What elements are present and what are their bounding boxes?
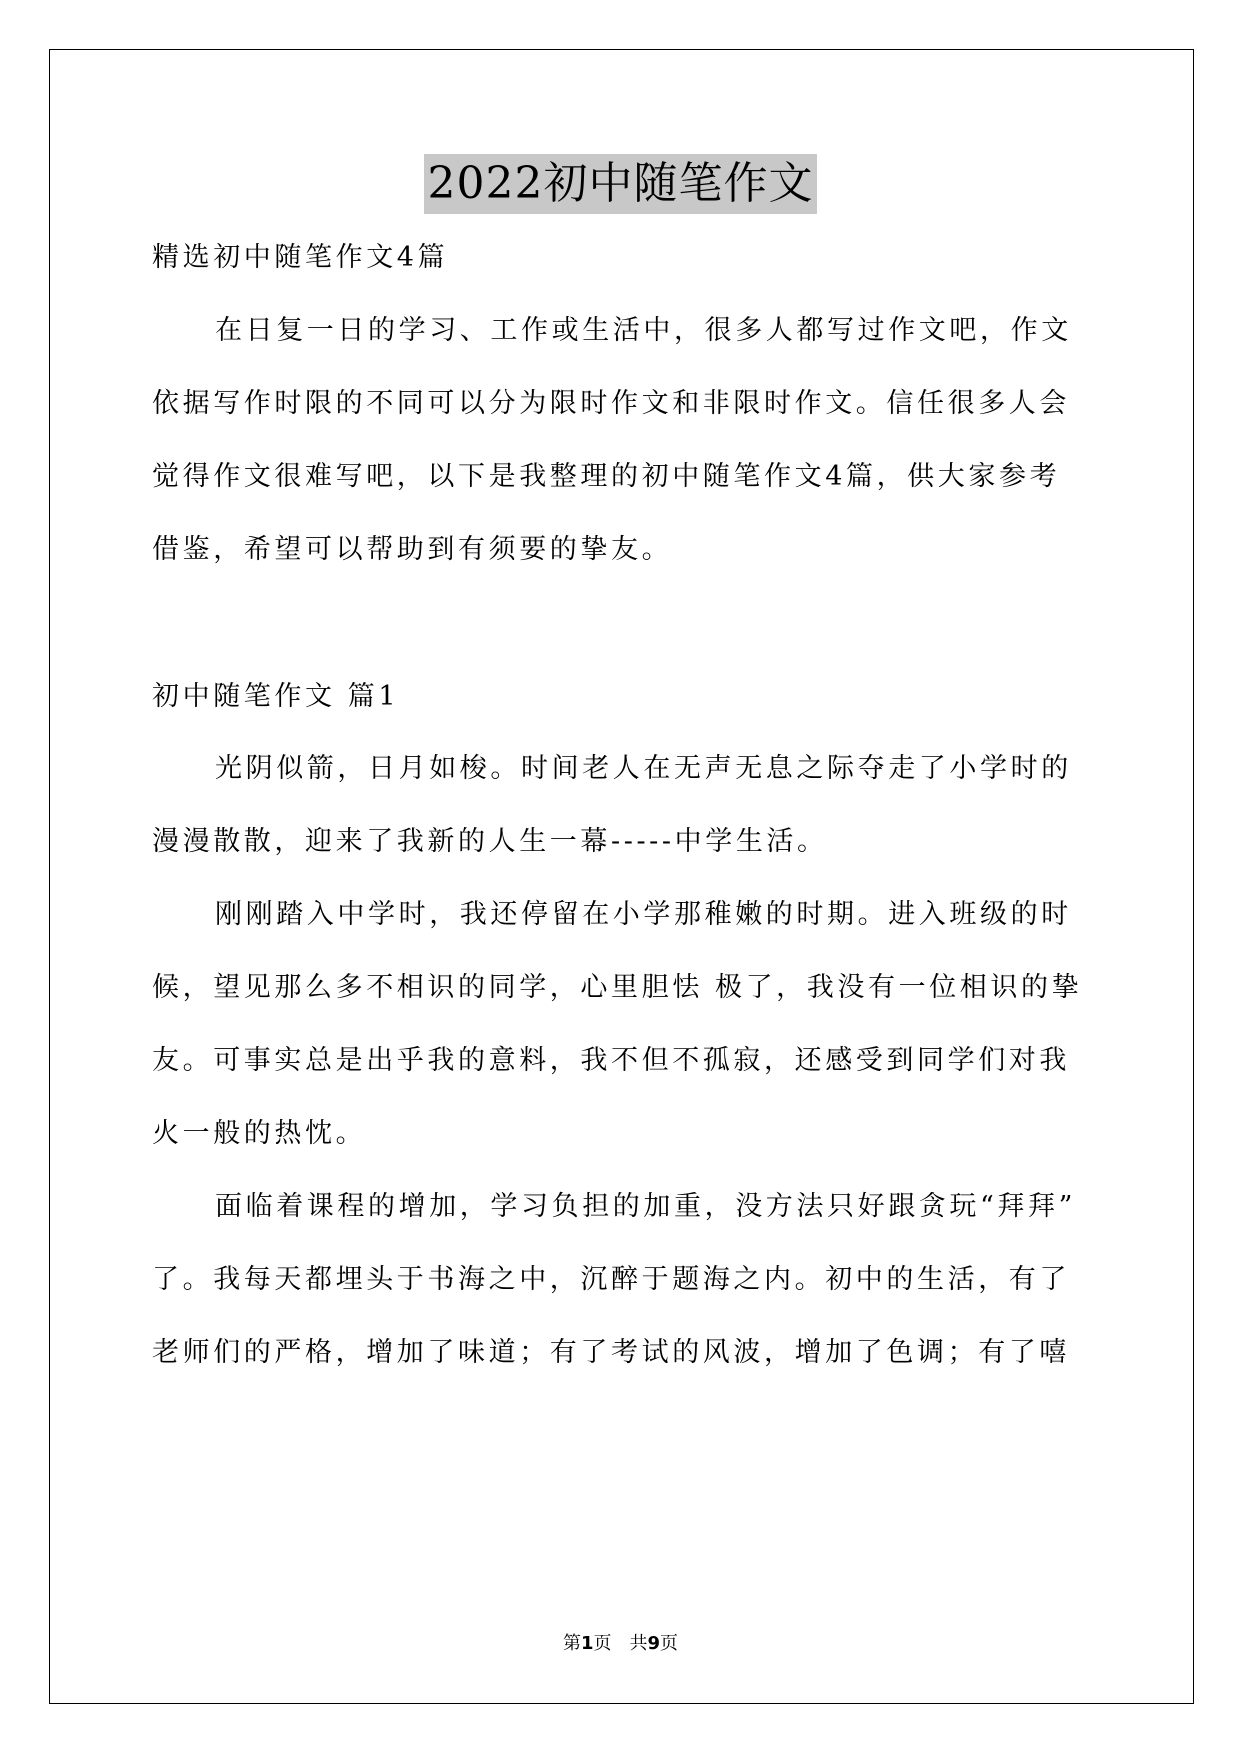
body-line-8: 了。我每天都埋头于书海之中，沉醉于题海之内。初中的生活，有了 — [152, 1264, 1070, 1295]
footer-suffix: 页 — [660, 1633, 679, 1654]
section-heading: 初中随笔作文 篇1 — [152, 681, 400, 712]
body-line-7: 面临着课程的增加，学习负担的加重，没方法只好跟贪玩“拜拜” — [215, 1191, 1077, 1222]
intro-line-2: 依据写作时限的不同可以分为限时作文和非限时作文。信任很多人会 — [152, 388, 1070, 419]
body-line-4: 候，望见那么多不相识的同学，心里胆怯 极了，我没有一位相识的挚 — [152, 972, 1083, 1003]
current-page-number: 1 — [580, 1633, 594, 1654]
body-line-5: 友。可事实总是出乎我的意料，我不但不孤寂，还感受到同学们对我 — [152, 1045, 1070, 1076]
total-pages-number: 9 — [647, 1633, 661, 1654]
subtitle: 精选初中随笔作文4篇 — [152, 242, 449, 273]
page-footer — [0, 1629, 1241, 1655]
body-line-6: 火一般的热忱。 — [152, 1118, 367, 1149]
body-line-9: 老师们的严格，增加了味道；有了考试的风波，增加了色调；有了嘻 — [152, 1337, 1070, 1368]
footer-prefix: 第 — [562, 1633, 581, 1654]
document-title: 2022初中随笔作文 — [424, 154, 818, 214]
body-line-1: 光阴似箭，日月如梭。时间老人在无声无息之际夺走了小学时的 — [215, 753, 1072, 784]
title-wrap — [0, 154, 1241, 214]
intro-line-1: 在日复一日的学习、工作或生活中，很多人都写过作文吧，作文 — [215, 315, 1072, 346]
intro-line-4: 借鉴，希望可以帮助到有须要的挚友。 — [152, 534, 673, 565]
page-border — [49, 49, 1194, 1704]
footer-mid: 页 共 — [593, 1633, 648, 1654]
body-line-2: 漫漫散散，迎来了我新的人生一幕-----中学生活。 — [152, 826, 828, 857]
body-line-3: 刚刚踏入中学时，我还停留在小学那稚嫩的时期。进入班级的时 — [215, 899, 1072, 930]
intro-line-3: 觉得作文很难写吧，以下是我整理的初中随笔作文4篇，供大家参考 — [152, 461, 1061, 492]
